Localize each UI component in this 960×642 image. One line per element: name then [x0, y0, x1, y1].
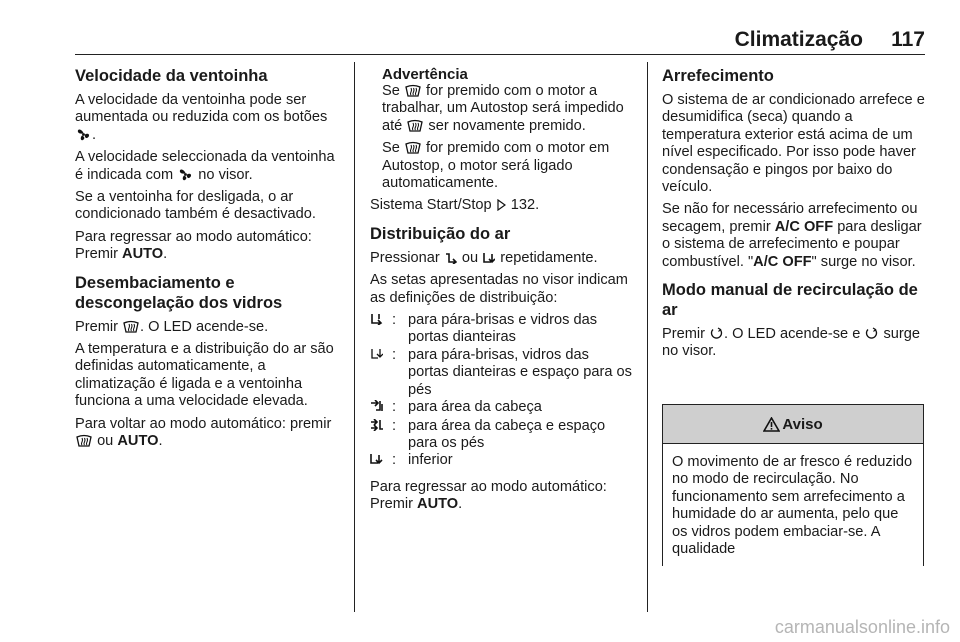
recirculation-icon [865, 327, 878, 340]
fan-icon [178, 168, 193, 181]
ac-off-label: A/C OFF [753, 253, 812, 270]
head-area-icon [370, 400, 384, 412]
paragraph: Se a ventoinha for desligada, o ar condicionado também é desactivado. [75, 189, 316, 223]
page-reference-arrow-icon [497, 199, 506, 211]
auto-label: AUTO [117, 433, 159, 450]
windscreen-feet-icon [370, 313, 383, 325]
paragraph: A velocidade seleccionada da ventoinha é indicada com no visor. [75, 149, 335, 183]
fan-icon [76, 128, 91, 141]
heading-air-distribution: Distribuição do ar [370, 224, 511, 243]
list-item: : para pára-brisas, vidros das portas dianteiras e espaço para os pés [370, 347, 632, 399]
head-feet-area-icon [370, 419, 385, 431]
column-2 [370, 66, 632, 519]
notice-title: Aviso [782, 415, 823, 433]
windscreen-defrost-icon [123, 320, 139, 333]
windscreen-defrost-icon [407, 119, 423, 132]
paragraph: Pressionar ou repetidamente. [370, 249, 598, 266]
paragraph: A temperatura e a distribuição do ar são definidas automaticamente, a climatização é ligada e a ventoinha funciona a uma velocidade elevada. [75, 341, 334, 410]
paragraph: Para voltar ao modo automático: premir ou AUTO. [75, 415, 332, 450]
windscreen-defrost-icon [405, 84, 421, 97]
heading-cooling: Arrefecimento [662, 67, 774, 85]
paragraph: Se não for necessário arrefecimento ou secagem, premir A/C OFF para desligar o sistema de arrefecimento e poupar combustível. "A/C OFF" surge no visor. [662, 201, 922, 270]
warning-triangle-icon [763, 417, 780, 432]
auto-label: AUTO [417, 496, 459, 513]
distribution-list [370, 312, 632, 471]
paragraph: As setas apresentadas no visor indicam as definições de distribuição: [370, 272, 628, 306]
header-divider [75, 54, 925, 55]
footwell-icon [370, 453, 383, 465]
notice-text: O movimento de ar fresco é reduzido no modo de recirculação. No funcionamento sem arrefecimento a humidade do ar aumenta, pelo que os vidros podem embaciar-se. A qualidade [672, 454, 913, 558]
list-item: : inferior [370, 452, 632, 470]
heading-defrost: Desembaciamento e descongelação dos vidros [75, 273, 283, 312]
heading-fan-speed: Velocidade da ventoinha [75, 67, 268, 85]
list-item: : para pára-brisas e vidros das portas dianteiras [370, 312, 632, 347]
list-item: : para área da cabeça e espaço para os pés [370, 418, 632, 453]
cross-reference[interactable]: Sistema Start/Stop 132. [370, 197, 540, 214]
paragraph: Premir . O LED acende-se e surge no visor. [662, 326, 920, 360]
notice-box [662, 404, 924, 566]
heading-recirculation: Modo manual de recirculação de ar [662, 281, 918, 320]
recirculation-icon [710, 327, 723, 340]
paragraph: Para regressar ao modo automático: Premir AUTO. [370, 478, 607, 513]
watermark: carmanualsonline.info [774, 617, 950, 637]
page-header [75, 28, 925, 52]
paragraph: Premir . O LED acende-se. [75, 318, 269, 335]
list-item: : para área da cabeça [370, 399, 632, 417]
paragraph: O sistema de ar condicionado arrefece e desumidifica (seca) quando a temperatura exterior está acima de um nível especificado. Por isso pode haver condensação e pingos por baixo do veículo. [662, 92, 925, 196]
warning-title: Advertência [382, 66, 468, 83]
paragraph: Se for premido com o motor a trabalhar, um Autostop será impedido até ser novamente premido. [382, 83, 624, 134]
paragraph: Para regressar ao modo automático: Premir AUTO. [75, 228, 312, 263]
windscreen-defrost-icon [405, 141, 421, 154]
paragraph: Se for premido com o motor em Autostop, o motor será ligado automaticamente. [382, 140, 610, 192]
page-number: 117 [891, 28, 925, 51]
notice-header [662, 404, 924, 444]
auto-label: AUTO [122, 246, 164, 263]
column-1 [75, 66, 343, 456]
air-distribution-down-icon [483, 252, 495, 264]
windscreen-defrost-icon [76, 434, 92, 447]
column-divider-2 [647, 62, 648, 612]
windscreen-footwell-icon [370, 348, 383, 360]
paragraph: A velocidade da ventoinha pode ser aumentada ou reduzida com os botões . [75, 92, 328, 143]
air-distribution-up-icon [445, 252, 457, 264]
page-title: Climatização [734, 28, 863, 51]
column-divider-1 [354, 62, 355, 612]
column-3 [662, 66, 928, 366]
ac-off-label: A/C OFF [774, 218, 834, 235]
